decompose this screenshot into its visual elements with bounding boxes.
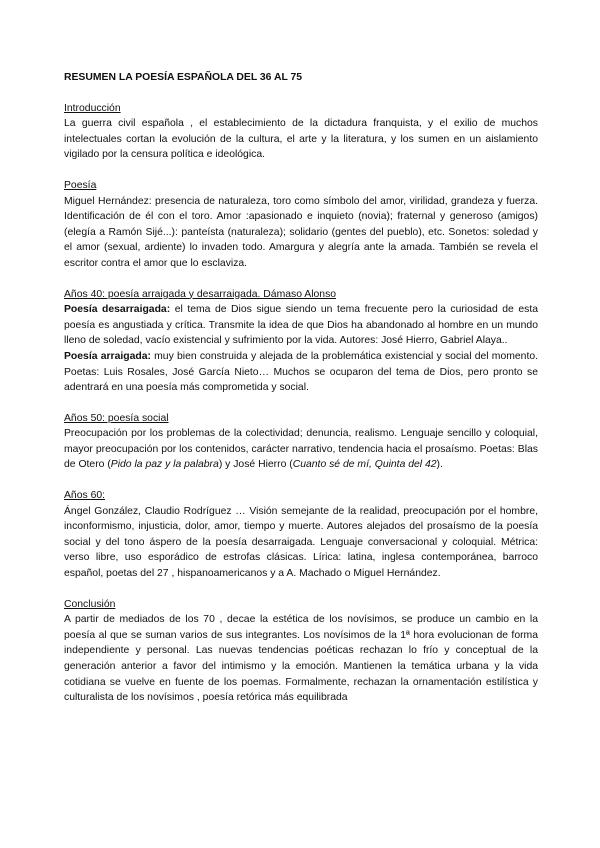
paragraph-anos-60: Ángel González, Claudio Rodríguez … Visión semejante de la realidad, preocupación por el hombre, inconformismo, injusticia, dolor, amor, tiempo y muerte. Autores alejados del prosaísmo de la poesía social y del tono áspero de la poesía desarraigada. Lenguaje conversacional y coloquial. Métrica: verso libre, uso esporádico de estrofas clásicas. Lírica: latina, inglesa contemporánea, barroco español, poetas del 27 , hispanoamericanos y a A. Machado o Miguel Hernández. — [64, 505, 538, 580]
paragraph-poesia: Miguel Hernández: presencia de naturaleza, toro como símbolo del amor, virilidad, grandeza y fuerza. Identificación de él con el toro. Amor :apasionado e inquieto (novia); fraternal y generoso (amigos) (elegía a Ramón Sijé...): panteísta (naturaleza); solidario (gentes del pueblo), etc. Sonetos: soledad y el amor (sexual, ardiente) lo invaden todo. Amargura y alegría ante la amada. También se revela el escritor contra el amor que lo esclaviza. — [64, 195, 538, 269]
book-title-cuanto-se: Cuanto sé de mí, Quinta del 42 — [292, 459, 437, 471]
text-anos-50-b: ) y José Hierro ( — [218, 459, 293, 471]
section-poesia — [64, 178, 538, 272]
document-title: RESUMEN LA POESÍA ESPAÑOLA DEL 36 AL 75 — [64, 72, 303, 83]
section-introduccion — [64, 101, 538, 163]
paragraph-anos-50 — [64, 426, 538, 473]
section-heading-anos-50: Años 50: poesía social — [64, 412, 169, 424]
text-anos-50-a: Preocupación por los problemas de la colectividad; denuncia, realismo. Lenguaje sencillo y coloquial, mayor preocupación por los contenidos, carácter narrativo, tendencia hacia el prosaísmo. Poetas: Blas de Otero ( — [64, 428, 538, 471]
paragraph-arraigada — [64, 349, 538, 396]
label-poesia-desarraigada: Poesía desarraigada: — [64, 304, 171, 316]
text-poesia-arraigada: muy bien construida y alejada de la problemática existencial y social del momento. Poetas: Luis Rosales, José García Nieto… Muchos se ocuparon del tema de Dios, pero pronto se adentrará en una poesía más comprometida y social. — [64, 350, 538, 394]
section-conclusion — [64, 597, 538, 706]
section-anos-50 — [64, 411, 538, 473]
document-page — [64, 70, 538, 721]
section-heading-introduccion: Introducción — [64, 102, 121, 114]
section-anos-40 — [64, 287, 538, 396]
section-heading-anos-40: Años 40: poesía arraigada y desarraigada. Dámaso Alonso — [64, 288, 337, 300]
book-title-pido-la-paz: Pido la paz y la palabra — [110, 459, 219, 471]
text-poesia-desarraigada: el tema de Dios sigue siendo un tema frecuente pero la curiosidad de esta poesía es angustiada y crítica. Transmite la idea de que Dios ha abandonado al hombre en un mundo lleno de soledad, vacío existencial y sufrimiento por la vida. Autores: José Hierro, Gabriel Alaya.. — [64, 304, 538, 347]
section-heading-anos-60: Años 60: — [64, 490, 106, 502]
section-heading-conclusion: Conclusión — [64, 598, 116, 610]
text-anos-50-c: ). — [436, 459, 443, 471]
section-anos-60 — [64, 488, 538, 582]
paragraph-desarraigada — [64, 302, 538, 349]
section-heading-poesia: Poesía — [64, 179, 97, 191]
label-poesia-arraigada: Poesía arraigada: — [64, 350, 151, 362]
paragraph-conclusion: A partir de mediados de los 70 , decae la estética de los novísimos, se produce un cambio en la poesía al que se suman varios de sus integrantes. Los novísimos de la 1ª hora evolucionan de forma independiente y personal. Las nuevas tendencias poéticas rechazan lo frío y conceptual de la generación anterior a favor del intimismo y la emoción. Mantienen la temática urbana y la vida cotidiana se vuelve en fuente de los poemas. Formalmente, rechazan la ornamentación estilística y culturalista de los novísimos , poesía retórica más equilibrada — [64, 614, 538, 704]
paragraph-introduccion: La guerra civil española , el establecimiento de la dictadura franquista, y el exilio de muchos intelectuales cortan la evolución de la cultura, el arte y la literatura, y los sumen en un aislamiento vigilado por la censura política e ideológica. — [64, 118, 538, 161]
